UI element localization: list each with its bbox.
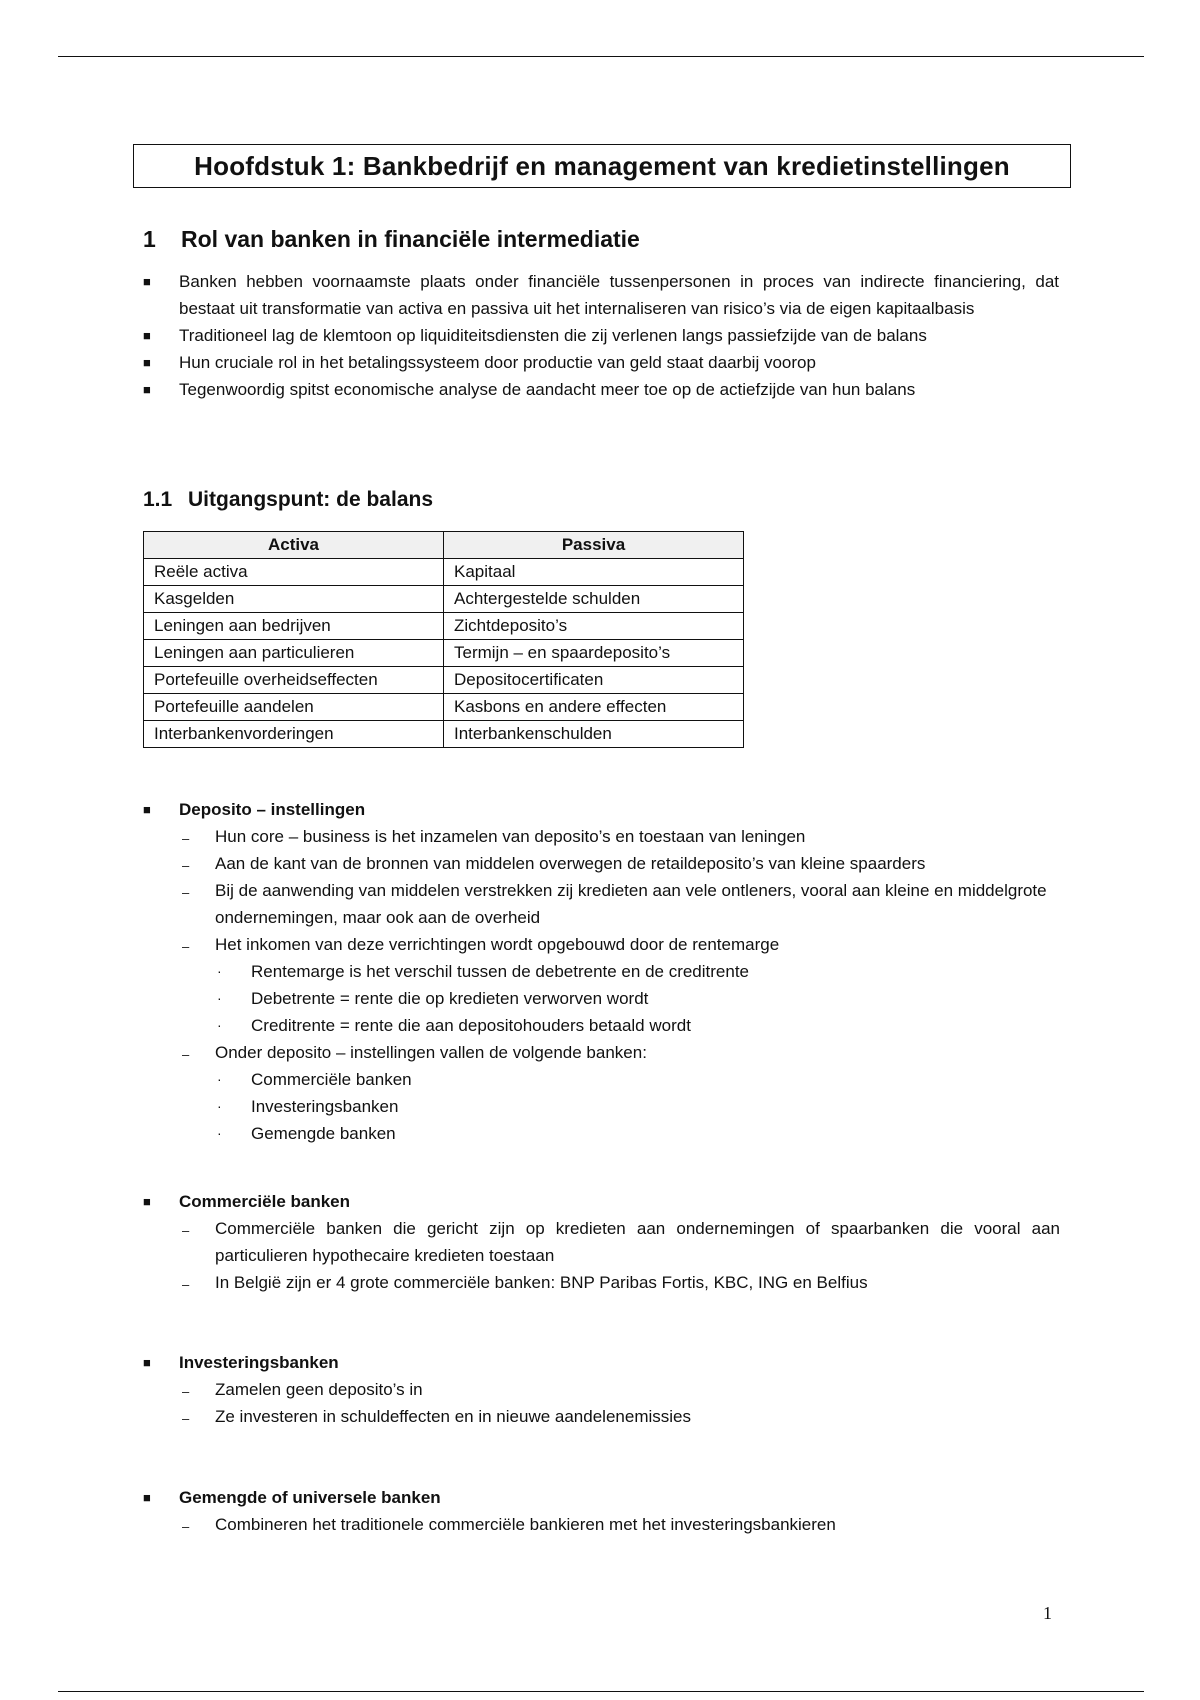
table-row (144, 667, 744, 694)
column-header-activa: Activa (144, 532, 444, 559)
table-row (144, 613, 744, 640)
section-1-1-title: Uitgangspunt: de balans (188, 488, 434, 511)
table-cell: Zichtdeposito’s (444, 613, 744, 640)
list-item: – Bij de aanwending van middelen verstrekken zij kredieten aan vele ontleners, vooral aan kleine en middelgrote ondernemingen, maar ook aan de overheid (182, 881, 1047, 927)
dash-icon: – (182, 1047, 190, 1062)
list-item: – Combineren het traditionele commerciële bankieren met het investeringsbankieren (0, 1511, 1060, 1538)
deposito-section (0, 796, 1200, 1147)
list-item: · Debetrente = rente die op kredieten verworven wordt (0, 985, 1060, 1012)
bottom-rule (58, 1691, 1144, 1692)
dot-icon: · (217, 1098, 222, 1114)
list-item: – Commerciële banken die gericht zijn op kredieten aan ondernemingen of spaarbanken die vooral aan particulieren hypothecaire kredieten toestaan (182, 1219, 1060, 1265)
list-item: · Creditrente = rente die aan depositohouders betaald wordt (0, 1012, 1060, 1039)
section-1-bullets (0, 268, 1200, 403)
dash-icon: – (182, 1384, 190, 1399)
commercieel-label: Commerciële banken (179, 1192, 351, 1211)
list-item (0, 796, 1059, 823)
dash-icon: – (182, 1223, 190, 1238)
list-item: · Rentemarge is het verschil tussen de debetrente en de creditrente (0, 958, 1060, 985)
list-item: – In België zijn er 4 grote commerciële banken: BNP Paribas Fortis, KBC, ING en Belfius (0, 1269, 1060, 1296)
gemengd-label: Gemengde of universele banken (179, 1488, 441, 1507)
table-row (144, 721, 744, 748)
table-cell: Interbankenvorderingen (144, 721, 444, 748)
dash-icon: – (182, 1411, 190, 1426)
table-row (144, 559, 744, 586)
bullet-icon: ■ (143, 328, 151, 343)
table-cell: Kasbons en andere effecten (444, 694, 744, 721)
table-row (144, 694, 744, 721)
table-cell: Kapitaal (444, 559, 744, 586)
list-item: · Commerciële banken (0, 1066, 1060, 1093)
investering-label: Investeringsbanken (179, 1353, 339, 1372)
deposito-label: Deposito – instellingen (179, 800, 366, 819)
commercieel-section (0, 1188, 1200, 1296)
table-cell: Kasgelden (144, 586, 444, 613)
bullet-icon: ■ (143, 802, 151, 817)
section-1-title: Rol van banken in financiële intermediatie (181, 226, 640, 252)
list-item: – Onder deposito – instellingen vallen de volgende banken: (0, 1039, 1060, 1066)
gemengd-section (0, 1484, 1200, 1538)
dot-icon: · (217, 1017, 222, 1033)
section-1-number: 1 (143, 226, 156, 252)
list-item: ■ Banken hebben voornaamste plaats onder financiële tussenpersonen in proces van indirecte financiering, dat bestaat uit transformatie van activa en passiva uit het internaliseren van risico’s via de eigen kapitaalbasis (0, 268, 1059, 322)
dash-icon: – (182, 831, 190, 846)
bullet-icon: ■ (143, 382, 151, 397)
top-rule (58, 56, 1144, 57)
dot-icon: · (217, 1071, 222, 1087)
list-item: ■ Tegenwoordig spitst economische analyse de aandacht meer toe op de actiefzijde van hun balans (0, 376, 1059, 403)
dot-icon: · (217, 1125, 222, 1141)
column-header-passiva: Passiva (444, 532, 744, 559)
chapter-title: Hoofdstuk 1: Bankbedrijf en management van kredietinstellingen (133, 144, 1071, 188)
bullet-icon: ■ (143, 274, 151, 289)
list-item: · Gemengde banken (0, 1120, 1060, 1147)
bullet-icon: ■ (143, 1194, 151, 1209)
section-1-1-heading (143, 488, 433, 512)
list-item: – Zamelen geen deposito’s in (0, 1376, 1060, 1403)
table-cell: Portefeuille aandelen (144, 694, 444, 721)
balance-table (143, 531, 744, 748)
dot-icon: · (217, 990, 222, 1006)
table-row (144, 640, 744, 667)
dash-icon: – (182, 1519, 190, 1534)
dash-icon: – (182, 939, 190, 954)
table-row (144, 586, 744, 613)
table-header-row (144, 532, 744, 559)
list-item (0, 1188, 1059, 1215)
table-cell: Portefeuille overheidseffecten (144, 667, 444, 694)
list-item: · Investeringsbanken (0, 1093, 1060, 1120)
section-1-1-number: 1.1 (143, 488, 173, 511)
list-item: ■ Traditioneel lag de klemtoon op liquiditeitsdiensten die zij verlenen langs passiefzijde van de balans (0, 322, 1059, 349)
list-item: ■ Hun cruciale rol in het betalingssysteem door productie van geld staat daarbij voorop (0, 349, 1059, 376)
dot-icon: · (217, 963, 222, 979)
dash-icon: – (182, 1277, 190, 1292)
table-cell: Interbankenschulden (444, 721, 744, 748)
table-cell: Leningen aan particulieren (144, 640, 444, 667)
investering-section (0, 1349, 1200, 1430)
list-item: – Hun core – business is het inzamelen van deposito’s en toestaan van leningen (0, 823, 1060, 850)
table-cell: Termijn – en spaardeposito’s (444, 640, 744, 667)
list-item: – Aan de kant van de bronnen van middelen overwegen de retaildeposito’s van kleine spaarders (0, 850, 1060, 877)
bullet-icon: ■ (143, 355, 151, 370)
list-item (0, 1349, 1059, 1376)
table-cell: Achtergestelde schulden (444, 586, 744, 613)
list-item (0, 1484, 1059, 1511)
section-1-heading (143, 226, 640, 253)
table-cell: Depositocertificaten (444, 667, 744, 694)
bullet-icon: ■ (143, 1490, 151, 1505)
table-cell: Reële activa (144, 559, 444, 586)
list-item: – Ze investeren in schuldeffecten en in nieuwe aandelenemissies (0, 1403, 1060, 1430)
table-cell: Leningen aan bedrijven (144, 613, 444, 640)
dash-icon: – (182, 858, 190, 873)
bullet-icon: ■ (143, 1355, 151, 1370)
dash-icon: – (182, 885, 190, 900)
page-number: 1 (1043, 1603, 1052, 1623)
list-item: – Het inkomen van deze verrichtingen wordt opgebouwd door de rentemarge (0, 931, 1060, 958)
